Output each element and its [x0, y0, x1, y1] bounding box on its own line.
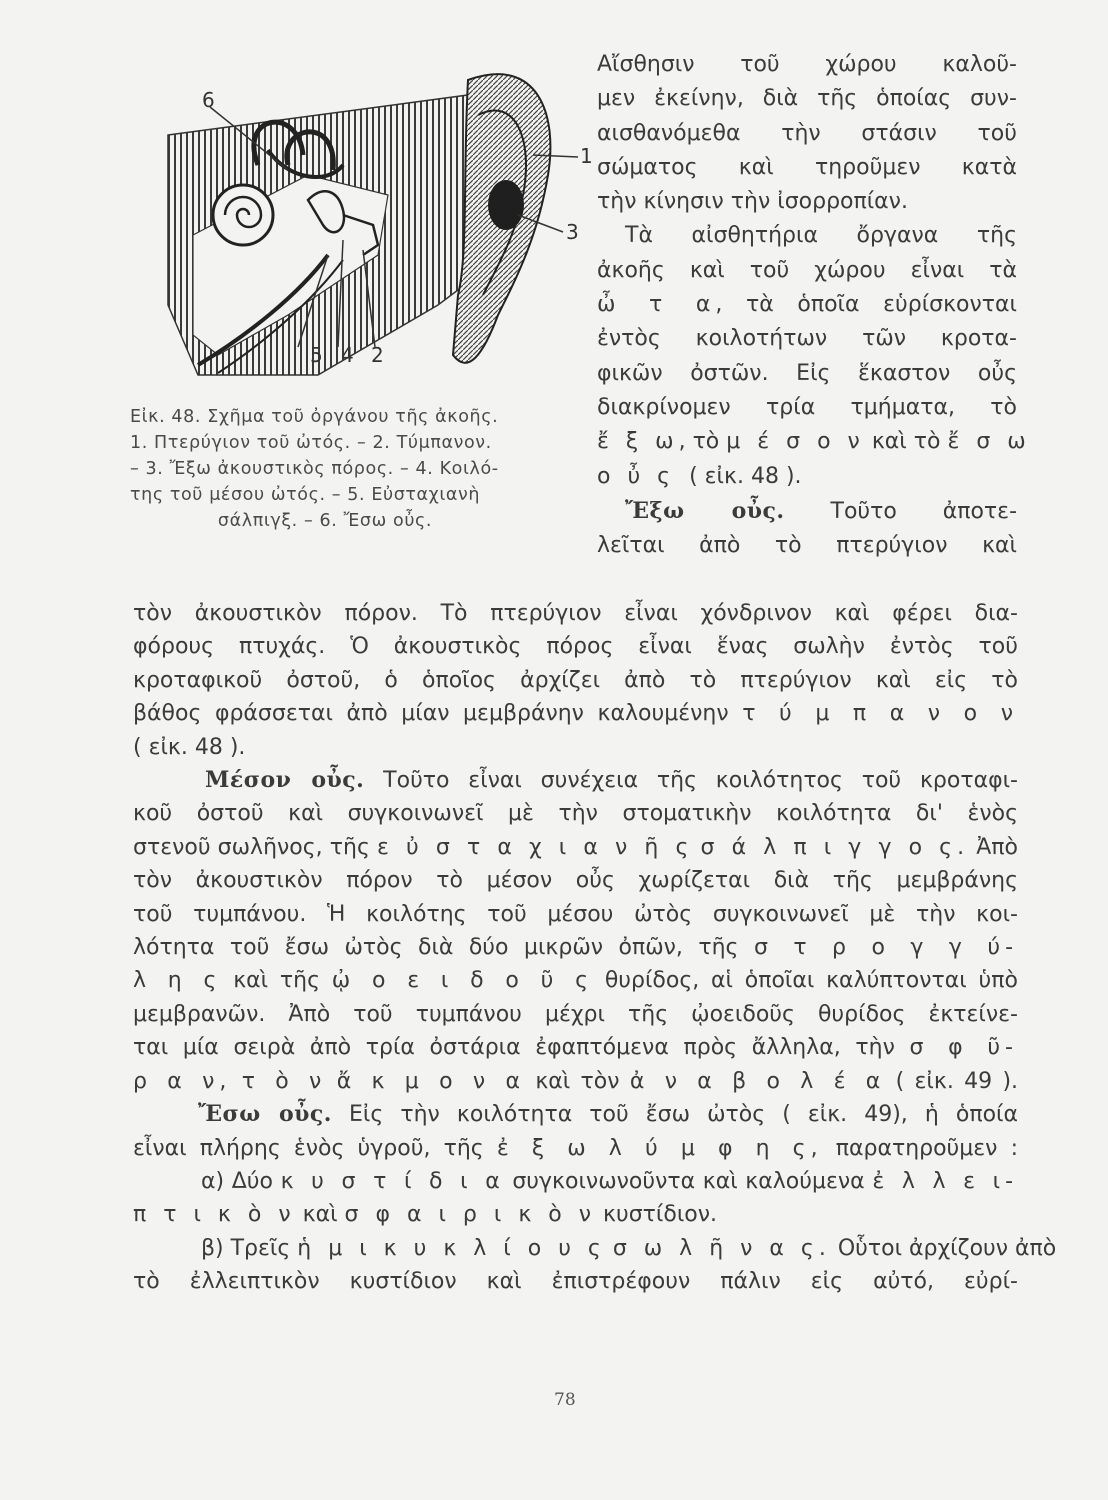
text-line	[133, 1132, 1018, 1165]
text-run: καὶ τὸν	[535, 1068, 620, 1094]
emphasis: λ η ς	[133, 968, 222, 994]
emphasis: τ ύ μ π α ν ο ν	[742, 701, 1018, 727]
emphasis: σ τ ρ ο γ γ ύ-	[753, 935, 1019, 961]
text-line	[597, 494, 1017, 529]
emphasis: ρ α ν,	[133, 1068, 232, 1094]
text-run: λότητα τοῦ ἔσω ὠτὸς διὰ δύο μικρῶν ὀπῶν, τῆς	[133, 935, 739, 961]
text-run: συγκοινωνοῦντα καὶ καλούμενα	[512, 1168, 865, 1194]
text-line	[597, 460, 1017, 494]
text-line: τὸν ἀκουστικὸν πόρον τὸ μέσον οὖς χωρίζεται διὰ τῆς μεμβράνης	[133, 868, 1018, 894]
text-run: Εἰς τὴν κοιλότητα τοῦ ἔσω ὠτὸς ( εἰκ. 49), ἡ ὁποία	[349, 1102, 1018, 1128]
text-line: λεῖται ἀπὸ τὸ πτερύγιον καὶ	[597, 533, 1017, 559]
figure-label-2: 2	[371, 343, 384, 367]
emphasis: σ ά λ π ι γ γ ο ς.	[700, 834, 970, 860]
ear-anatomy-figure	[138, 55, 598, 400]
page-number: 78	[554, 1390, 576, 1410]
text-line: Τὰ αἰσθητήρια ὄργανα τῆς	[625, 223, 1017, 249]
emphasis: ἡ μ ι κ υ κ λ ί ο υ ς	[297, 1235, 606, 1261]
figure-label-4: 4	[341, 343, 354, 367]
text-run: Τοῦτο ἀποτε-	[830, 498, 1018, 524]
emphasis: ἐ ξ ω λ ύ μ φ η ς,	[496, 1135, 823, 1161]
emphasis: κ υ σ τ ί δ ι α	[280, 1168, 505, 1194]
text-run: καὶ τὸ	[871, 429, 941, 455]
text-line: σώματος καὶ τηροῦμεν κατὰ	[597, 154, 1017, 180]
caption-line: Εἰκ. 48. Σχῆμα τοῦ ὀργάνου τῆς ἀκοῆς.	[130, 407, 499, 427]
emphasis: ἐ λ λ ε ι-	[872, 1168, 1019, 1194]
emphasis: τ ὸ ν	[241, 1068, 327, 1094]
emphasis: ἔ ξ ω	[597, 429, 679, 455]
emphasis: μ έ σ ο ν	[726, 429, 865, 455]
text-run: θυρίδος, αἱ ὁποῖαι καλύπτονται ὑπὸ	[604, 968, 1018, 994]
text-run: ται μία σειρὰ ἀπὸ τρία ὀστάρια ἐφαπτόμενα πρὸς ἄλληλα, τὴν	[133, 1035, 895, 1061]
section-heading: Ἔξω οὖς.	[625, 497, 785, 524]
text-line: κοῦ ὀστοῦ καὶ συγκοινωνεῖ μὲ τὴν στοματικὴν κοιλότητα δι' ἑνὸς	[133, 801, 1018, 827]
emphasis: ἄ κ μ ο ν α	[336, 1068, 525, 1094]
text-run: β) Τρεῖς	[201, 1235, 291, 1261]
text-line	[133, 931, 1018, 964]
text-run: ( εἰκ. 49 ).	[895, 1068, 1019, 1094]
text-line	[133, 1031, 1018, 1064]
figure-label-1: 1	[580, 144, 593, 168]
emphasis: ε ὐ σ τ α χ ι α ν ῆ ς	[377, 834, 694, 860]
figure-caption	[130, 404, 590, 534]
text-line: διακρίνομεν τρία τμήματα, τὸ	[597, 394, 1017, 420]
text-run: Ἀπὸ	[976, 834, 1018, 860]
emphasis: σ ω λ ῆ ν α ς.	[612, 1235, 831, 1261]
emphasis: σ φ ῦ-	[909, 1035, 1018, 1061]
section-heading: Μέσον οὖς.	[205, 767, 365, 794]
caption-line: της τοῦ μέσου ὠτός. – 5. Εὐσταχιανὴ	[130, 485, 481, 505]
text-run: εἶναι πλήρης ἑνὸς ὑγροῦ, τῆς	[133, 1135, 484, 1161]
text-line: κροταφικοῦ ὀστοῦ, ὁ ὁποῖος ἀρχίζει ἀπὸ τὸ πτερύγιον καὶ εἰς τὸ	[133, 667, 1018, 693]
text-line: τὸν ἀκουστικὸν πόρον. Τὸ πτερύγιον εἶναι χόνδρινον καὶ φέρει δια-	[133, 601, 1018, 626]
text-line: τοῦ τυμπάνου. Ἡ κοιλότης τοῦ μέσου ὠτὸς συγκοινωνεῖ μὲ τὴν κοι-	[133, 901, 1018, 927]
emphasis: ᾠ ο ε ι δ ο ῦ ς	[331, 968, 594, 994]
text-line: τὴν κίνησιν τὴν ἰσορροπίαν.	[597, 189, 908, 215]
emphasis: π τ ι κ ὸ ν	[133, 1202, 296, 1228]
emphasis: ο ὖ ς	[597, 463, 676, 489]
text-line: αισθανόμεθα τὴν στάσιν τοῦ	[597, 120, 1017, 146]
emphasis: σ φ α ι ρ ι κ ὸ ν	[344, 1202, 597, 1228]
emphasis: ὦ τ α	[597, 292, 716, 318]
text-run: στενοῦ σωλῆνος, τῆς	[133, 834, 370, 860]
text-line	[597, 288, 1017, 322]
text-line	[133, 764, 1018, 797]
text-run: βάθος φράσσεται ἀπὸ μίαν μεμβράνην καλουμένην	[133, 701, 729, 727]
text-line: ἐντὸς κοιλοτήτων τῶν κροτα-	[597, 326, 1017, 352]
figure-label-6: 6	[202, 88, 215, 112]
right-column-text	[597, 48, 1031, 563]
text-run: κυστίδιον.	[603, 1202, 718, 1228]
text-line	[133, 1232, 1057, 1265]
text-line	[597, 425, 1031, 459]
text-run: , τὰ ὁποῖα εὑρίσκονται	[715, 292, 1017, 318]
text-run: Οὗτοι ἀρχίζουν ἀπὸ	[837, 1235, 1057, 1261]
text-line	[133, 1098, 1018, 1131]
text-run: παρατηροῦμεν :	[835, 1135, 1019, 1161]
text-line	[133, 964, 1018, 997]
text-line	[133, 697, 1018, 730]
caption-line: – 3. Ἔξω ἀκουστικὸς πόρος. – 4. Κοιλό-	[130, 459, 499, 479]
text-line: μεμβρανῶν. Ἀπὸ τοῦ τυμπάνου μέχρι τῆς ᾠοειδοῦς θυρίδος ἐκτείνε-	[133, 1001, 1018, 1027]
text-run: Τοῦτο εἶναι συνέχεια τῆς κοιλότητος τοῦ κροταφι-	[383, 768, 1018, 794]
text-line	[133, 1165, 1018, 1198]
text-line	[133, 1198, 1018, 1231]
caption-line: σάλπιγξ. – 6. Ἔσω οὖς.	[217, 511, 433, 531]
text-run: καὶ τῆς	[233, 968, 321, 994]
text-line	[133, 1065, 1018, 1098]
text-line: τὸ ἐλλειπτικὸν κυστίδιον καὶ ἐπιστρέφουν πάλιν εἰς αὐτό, εὐρί-	[133, 1269, 1018, 1295]
text-line: ( εἰκ. 48 ).	[133, 734, 246, 760]
emphasis: ἔ σ ω	[947, 429, 1031, 455]
text-line: φόρους πτυχάς. Ὁ ἀκουστικὸς πόρος εἶναι ἕνας σωλὴν ἐντὸς τοῦ	[133, 634, 1018, 660]
text-run: α) Δύο	[201, 1168, 273, 1194]
text-run: , τὸ	[678, 429, 720, 455]
figure-label-5: 5	[310, 343, 323, 367]
text-line: ἀκοῆς καὶ τοῦ χώρου εἶναι τὰ	[597, 257, 1017, 283]
main-body-text	[133, 597, 1057, 1299]
text-line	[133, 831, 1018, 864]
text-run: καὶ	[302, 1202, 338, 1228]
emphasis: ἀ ν α β ο λ έ α	[629, 1068, 886, 1094]
text-line: μεν ἐκείνην, διὰ τῆς ὁποίας συν-	[597, 86, 1017, 112]
caption-line: 1. Πτερύγιον τοῦ ὠτός. – 2. Τύμπανον.	[130, 433, 492, 453]
text-run: ( εἰκ. 48 ).	[689, 463, 802, 489]
text-line: φικῶν ὀστῶν. Εἰς ἕκαστον οὖς	[597, 360, 1017, 386]
text-line: Αἴσθησιν τοῦ χώρου καλοῦ-	[597, 52, 1017, 77]
section-heading: Ἔσω οὖς.	[198, 1101, 332, 1128]
figure-label-3: 3	[566, 220, 579, 244]
